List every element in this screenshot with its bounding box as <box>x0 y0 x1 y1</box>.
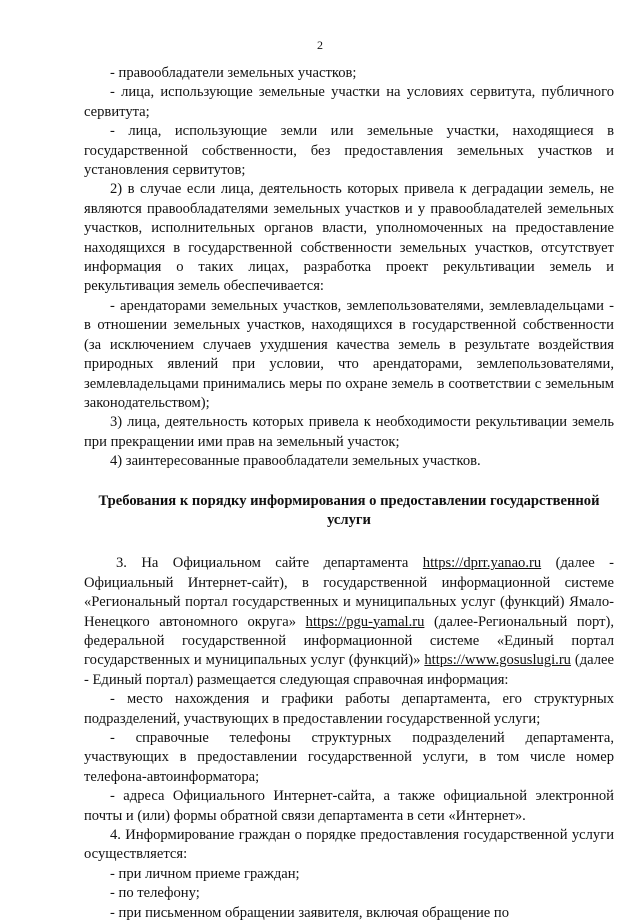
pgu-yamal-link[interactable]: https://pgu-yamal.ru <box>305 613 425 630</box>
paragraph: 4) заинтересованные правообладатели земельных участков. <box>110 453 481 470</box>
page-number: 2 <box>317 38 323 52</box>
paragraph: - справочные телефоны структурных подразделений департамента, участвующих в предоставлении государственной услуги, в том числе номер телефона-автоинформатора; <box>84 730 614 785</box>
paragraph: - адреса Официального Интернет-сайта, а также официальной электронной почты и (или) формы обратной связи департамента в сети «Интернет». <box>84 788 614 824</box>
paragraph-section-3 <box>84 554 614 690</box>
paragraph: - по телефону; <box>110 885 200 902</box>
gosuslugi-link[interactable]: https://www.gosuslugi.ru <box>424 652 571 669</box>
paragraph: 3) лица, деятельность которых привела к необходимости рекультивации земель при прекращении ими прав на земельный участок; <box>84 414 614 450</box>
paragraph: - лица, использующие земли или земельные участки, находящиеся в государственной собственности, без предоставления земельных участков и установления сервитутов; <box>84 123 614 179</box>
dprr-link[interactable]: https://dprr.yanao.ru <box>422 555 542 572</box>
paragraph: 4. Информирование граждан о порядке предоставления государственной услуги осуществляется: <box>84 827 614 863</box>
paragraph: - при личном приеме граждан; <box>110 865 300 882</box>
paragraph: - лица, использующие земельные участки на условиях сервитута, публичного сервитута; <box>84 84 614 120</box>
section-heading: Требования к порядку информирования о предоставлении государственной услуги <box>98 492 600 528</box>
paragraph: - правообладатели земельных участков; <box>110 65 357 81</box>
paragraph: - при письменном обращении заявителя, включая обращение по <box>110 904 510 921</box>
text-run: (далее-Региональный порт), федеральной государственной информационной системе «Единый портал государственных и муниципальных услуг (функций)» <box>84 613 615 669</box>
paragraph: 2) в случае если лица, деятельность которых привела к деградации земель, не являются правообладателями земельных участков и у правообладателей земельных участков, исполнительных органов власти, уполномоченных на предоставление находящихся в государственной собственности земельных участков, отсутствует информация о таких лицах, разработка проект рекультивации земель и рекультивация земель обеспечивается: <box>84 181 614 295</box>
text-run: (далее - Единый портал) размещается следующая справочная информация: <box>84 652 614 688</box>
text-run: 3. На Официальном сайте департамента <box>116 555 423 572</box>
paragraph: - место нахождения и графики работы департамента, его структурных подразделений, участвующих в предоставлении государственной услуги; <box>84 691 614 727</box>
document-body <box>84 64 614 923</box>
text-run: (далее - Официальный Интернет-сайт), в государственной информационной системе «Региональный портал государственных и муниципальных услуг (функций) Ямало-Ненецкого автономного округа» <box>84 555 614 630</box>
paragraph: - арендаторами земельных участков, землепользователями, землевладельцами - в отношении земельных участков, находящихся в государственной собственности (за исключением случаев ухудшения качества земель в результате воздействия природных явлений при условии, что арендаторами, землепользователями, землевладельцами принимались меры по охране земель в соответствии с земельным законодательством); <box>84 297 614 411</box>
